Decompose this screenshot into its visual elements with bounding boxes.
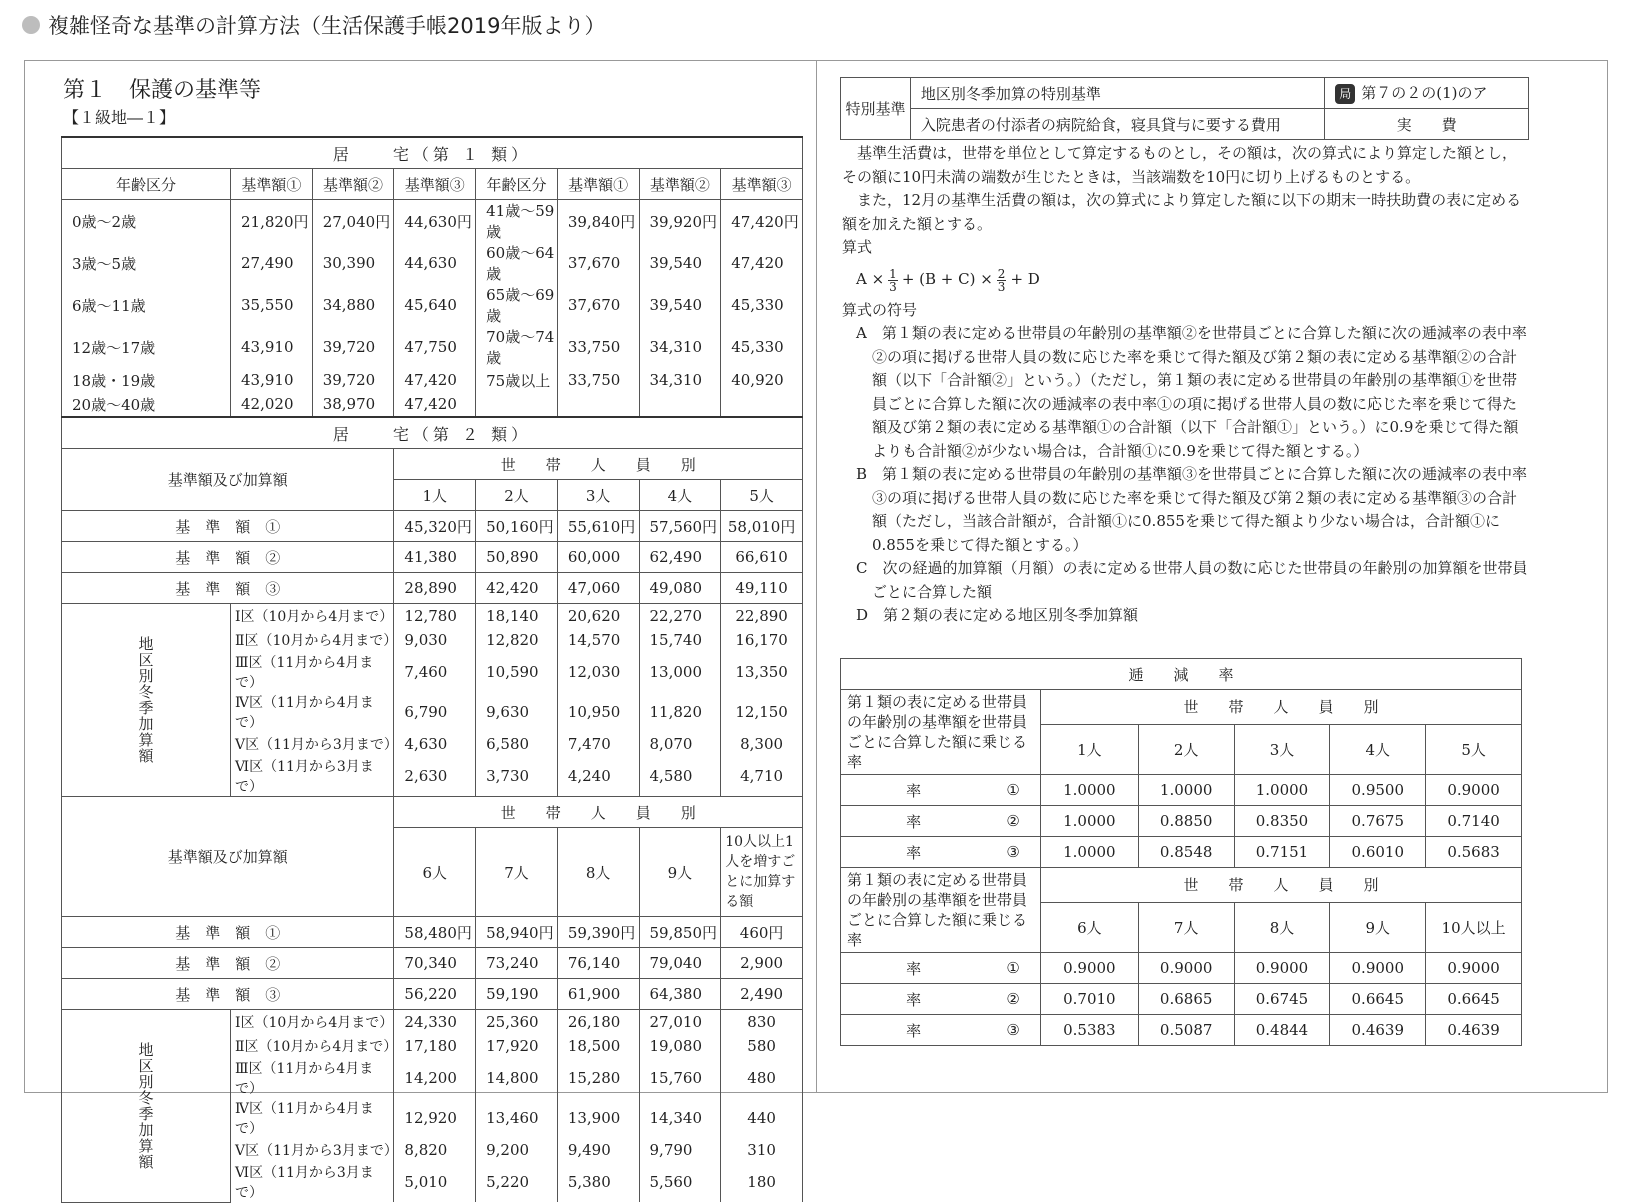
table-cell: 9,200 <box>476 1138 558 1162</box>
table-cell: 47,420円 <box>721 200 803 243</box>
table-row <box>841 1015 1522 1046</box>
rate-cell: 1.0000 <box>1138 775 1234 806</box>
rate-cell: 0.4844 <box>1234 1015 1330 1046</box>
rate-cell: 0.6010 <box>1330 837 1426 868</box>
table-cell: 14,570 <box>557 628 639 652</box>
table-row <box>841 690 1522 725</box>
table-cell: 39,840円 <box>557 200 639 243</box>
rate-cell: 0.9000 <box>1234 953 1330 984</box>
table-cell: 62,490 <box>639 542 721 573</box>
base-label: 基 準 額 ③ <box>62 573 394 604</box>
fraction-2-den: 3 <box>997 279 1006 294</box>
zone-label: Ⅳ区（11月から4月まで） <box>231 1098 394 1138</box>
table-cell: 27,010 <box>639 1010 721 1035</box>
person-header: 6人 <box>394 828 476 917</box>
table-row <box>841 953 1522 984</box>
table-cell: 14,800 <box>476 1058 558 1098</box>
table-cell: 13,000 <box>639 652 721 692</box>
fraction-1-num: 1 <box>889 266 897 281</box>
rate-cell: 0.6745 <box>1234 984 1330 1015</box>
table-cell: 12,820 <box>476 628 558 652</box>
table-cell: 5,380 <box>557 1162 639 1202</box>
table-cell: 20歳～40歳 <box>62 392 231 417</box>
base-label: 基 準 額 ① <box>62 917 394 948</box>
table-cell: 33,750 <box>557 326 639 368</box>
group-header: 世 帯 人 員 別 <box>394 449 803 480</box>
rate-cell: 0.9000 <box>1040 953 1138 984</box>
table-cell: 27,490 <box>231 242 313 284</box>
table-cell: 4,710 <box>721 756 803 797</box>
table-cell: 3,730 <box>476 756 558 797</box>
formula <box>856 268 1530 293</box>
table-cell: 11,820 <box>639 692 721 732</box>
rate-cell: 0.6645 <box>1330 984 1426 1015</box>
table-cell: 9,030 <box>394 628 476 652</box>
table-cell: 6,790 <box>394 692 476 732</box>
table-cell: 14,200 <box>394 1058 476 1098</box>
paragraph-2: また，12月の基準生活費の額は，次の算式により算定した額に以下の期末一時扶助費の表に定める額を加えた額とする。 <box>842 191 1522 233</box>
table-cell: 2,900 <box>721 948 803 979</box>
group-header: 世 帯 人 員 別 <box>394 797 803 828</box>
table-cell: 5,220 <box>476 1162 558 1202</box>
table-cell: 10,590 <box>476 652 558 692</box>
rate-cell: 0.6865 <box>1138 984 1234 1015</box>
table-cell: 6歳～11歳 <box>62 284 231 326</box>
person-header: 10人以上1人を増すごとに加算する額 <box>721 828 803 917</box>
table-cell: 59,190 <box>476 979 558 1010</box>
rate-cell: 0.5683 <box>1426 837 1522 868</box>
zone-label: Ⅱ区（10月から4月まで） <box>231 1034 394 1058</box>
table-cell: 22,270 <box>639 604 721 629</box>
table-cell: 37,670 <box>557 242 639 284</box>
table-cell: 79,040 <box>639 948 721 979</box>
table-row <box>841 659 1522 690</box>
table-cell: 40,920 <box>721 368 803 392</box>
table-cell: 49,110 <box>721 573 803 604</box>
formula-mid: + (B + C) × <box>901 270 993 289</box>
rate-cell: 0.8350 <box>1234 806 1330 837</box>
rate-cell: 0.5087 <box>1138 1015 1234 1046</box>
table-cell: 18,500 <box>557 1034 639 1058</box>
special-standard-label: 特別基準 <box>841 78 911 140</box>
winter-label: 地区別冬季加算額 <box>62 1010 231 1203</box>
table-cell: 12歳～17歳 <box>62 326 231 368</box>
bureau-badge-icon: 局 <box>1335 84 1355 104</box>
special-row1-ref <box>1325 78 1529 109</box>
table-row <box>841 837 1522 868</box>
table-row <box>841 984 1522 1015</box>
column-header: 基準額③ <box>394 169 476 200</box>
column-header: 基準額② <box>312 169 394 200</box>
rate-number: ② <box>986 984 1040 1015</box>
table-cell: 19,080 <box>639 1034 721 1058</box>
table-cell: 25,360 <box>476 1010 558 1035</box>
symbol-b: B 第１類の表に定める世帯員の年齢別の基準額③を世帯員ごとに合算した額に次の逓減率の表中率③の項に掲げる世帯人員の数に応じた率を乗じて得た額及び第２類の表に定める基準額③の合計額（ただし，当該合計額が，合計額①に0.855を乗じて得た額より少ない場合は，合計額①に0.855を乗じて得た額とする。） <box>856 465 1528 554</box>
table-cell: 8,070 <box>639 732 721 756</box>
table-cell: 73,240 <box>476 948 558 979</box>
table-cell: 17,180 <box>394 1034 476 1058</box>
table-cell: 59,390円 <box>557 917 639 948</box>
column-header: 基準額① <box>557 169 639 200</box>
rate-cell: 0.9000 <box>1330 953 1426 984</box>
base-label: 基 準 額 ② <box>62 542 394 573</box>
column-header: 基準額② <box>639 169 721 200</box>
special-row2: 入院患者の付添者の病院給食，寝具貸与に要する費用 <box>910 109 1324 140</box>
table-cell: 13,460 <box>476 1098 558 1138</box>
rate-label: 率 <box>841 806 987 837</box>
row1-ref-text: 第７の２の(1)のア <box>1361 84 1488 102</box>
rate-person-header: 8人 <box>1234 902 1330 952</box>
fraction-1-den: 3 <box>889 279 897 294</box>
table-cell: 60歳～64歳 <box>476 242 558 284</box>
person-header: 9人 <box>639 828 721 917</box>
table-cell: 24,330 <box>394 1010 476 1035</box>
symbol-a: A 第１類の表に定める世帯員の年齢別の基準額②を世帯員ごとに合算した額に次の逓減率の表中率②の項に掲げる世帯人員の数に応じた率を乗じて得た額及び第２類の表に定める基準額②の合計額（以下「合計額②」という。）（ただし，第１類の表に定める世帯員の年齢別の基準額①を世帯員ごとに合算した額に次の逓減率の表中率①の項に掲げる世帯人員の数に応じた率を乗じて得た額及び第２類の表に定める基準額①の合計額（以下「合計額①」という。）に0.9を乗じて得た額よりも合計額②が少ない場合は，合計額①に0.9を乗じて得た額とする。） <box>856 324 1527 460</box>
rate-cell: 0.5383 <box>1040 1015 1138 1046</box>
table-cell: 47,420 <box>394 392 476 417</box>
table-cell: 27,040円 <box>312 200 394 243</box>
zone-label: Ⅲ区（11月から4月まで） <box>231 1058 394 1098</box>
table-cell: 75歳以上 <box>476 368 558 392</box>
table-cell: 66,610 <box>721 542 803 573</box>
table-cell: 39,920円 <box>639 200 721 243</box>
table-cell: 58,010円 <box>721 511 803 542</box>
fraction-2-num: 2 <box>997 266 1006 281</box>
table-cell: 42,420 <box>476 573 558 604</box>
table-cell: 440 <box>721 1098 803 1138</box>
table-cell: 35,550 <box>231 284 313 326</box>
person-header: 4人 <box>639 480 721 511</box>
rate-cell: 0.8548 <box>1138 837 1234 868</box>
table-cell: 57,560円 <box>639 511 721 542</box>
table-cell: 43,910 <box>231 326 313 368</box>
rate-number: ③ <box>986 837 1040 868</box>
formula-a: A × <box>856 270 885 289</box>
zone-label: Ⅵ区（11月から3月まで） <box>231 756 394 797</box>
rate-cell: 1.0000 <box>1040 775 1138 806</box>
base-label: 基 準 額 ③ <box>62 979 394 1010</box>
special-row1: 地区別冬季加算の特別基準 <box>910 78 1324 109</box>
table-cell: 76,140 <box>557 948 639 979</box>
table-cell: 47,060 <box>557 573 639 604</box>
table-cell: 28,890 <box>394 573 476 604</box>
table-cell: 21,820円 <box>231 200 313 243</box>
person-header: 1人 <box>394 480 476 511</box>
table-cell: 830 <box>721 1010 803 1035</box>
rate-number: ③ <box>986 1015 1040 1046</box>
rate-cell: 1.0000 <box>1040 837 1138 868</box>
rate-cell: 0.9500 <box>1330 775 1426 806</box>
table-cell: 55,610円 <box>557 511 639 542</box>
table-cell: 12,920 <box>394 1098 476 1138</box>
table-cell: 3歳～5歳 <box>62 242 231 284</box>
symbol-c: C 次の経過的加算額（月額）の表に定める世帯人員の数に応じた世帯員の年齢別の加算額を世帯員ごとに合算した額 <box>856 559 1528 601</box>
rate-person-header: 2人 <box>1138 724 1234 774</box>
table-cell: 6,580 <box>476 732 558 756</box>
table-cell: 45,330 <box>721 284 803 326</box>
rate-row-label: 第１類の表に定める世帯員の年齢別の基準額を世帯員ごとに合算した額に乗じる率 <box>841 868 1041 953</box>
table-cell: 9,630 <box>476 692 558 732</box>
table-cell: 70歳～74歳 <box>476 326 558 368</box>
special-standard-table <box>840 77 1529 140</box>
rate-band: 逓 減 率 <box>841 659 1522 690</box>
table-cell: 45,330 <box>721 326 803 368</box>
rate-label: 率 <box>841 984 987 1015</box>
table-cell: 33,750 <box>557 368 639 392</box>
table-cell: 34,310 <box>639 326 721 368</box>
table-cell: 18歳・19歳 <box>62 368 231 392</box>
rate-number: ② <box>986 806 1040 837</box>
person-header: 2人 <box>476 480 558 511</box>
table-cell: 58,480円 <box>394 917 476 948</box>
zone-label: Ⅱ区（10月から4月まで） <box>231 628 394 652</box>
row-label-header: 基準額及び加算額 <box>62 449 394 511</box>
table-cell: 4,630 <box>394 732 476 756</box>
rate-number: ① <box>986 953 1040 984</box>
table-cell: 16,170 <box>721 628 803 652</box>
zone-label: Ⅳ区（11月から4月まで） <box>231 692 394 732</box>
rate-person-header: 4人 <box>1330 724 1426 774</box>
table-cell: 12,150 <box>721 692 803 732</box>
rate-person-header: 9人 <box>1330 902 1426 952</box>
table-row <box>841 868 1522 903</box>
column-header: 年齢区分 <box>476 169 558 200</box>
table-cell: 15,280 <box>557 1058 639 1098</box>
rate-cell: 1.0000 <box>1234 775 1330 806</box>
rate-cell: 0.4639 <box>1426 1015 1522 1046</box>
table-cell: 44,630円 <box>394 200 476 243</box>
zone-label: Ⅲ区（11月から4月まで） <box>231 652 394 692</box>
table-cell: 180 <box>721 1162 803 1202</box>
table-cell: 5,560 <box>639 1162 721 1202</box>
reduction-rate-table <box>840 658 1522 1046</box>
fraction-2 <box>997 268 1007 293</box>
person-header: 8人 <box>557 828 639 917</box>
table-cell: 12,030 <box>557 652 639 692</box>
table-cell: 0歳～2歳 <box>62 200 231 243</box>
table-cell: 59,850円 <box>639 917 721 948</box>
table-cell: 10,950 <box>557 692 639 732</box>
table-cell: 13,350 <box>721 652 803 692</box>
paragraph-1: 基準生活費は，世帯を単位として算定するものとし，その額は，次の算式により算定した額とし，その額に10円未満の端数が生じたときは，当該端数を10円に切り上げるものとする。 <box>842 144 1518 186</box>
table-row <box>841 806 1522 837</box>
table-cell: 39,720 <box>312 368 394 392</box>
rate-cell: 0.9000 <box>1426 775 1522 806</box>
table-cell: 13,900 <box>557 1098 639 1138</box>
table-cell: 60,000 <box>557 542 639 573</box>
calculation-text <box>842 142 1530 628</box>
rate-cell: 0.7140 <box>1426 806 1522 837</box>
table-cell: 39,540 <box>639 242 721 284</box>
rate-cell: 0.7010 <box>1040 984 1138 1015</box>
page-subtitle: 【１級地―１】 <box>63 108 176 127</box>
column-header: 基準額③ <box>721 169 803 200</box>
rate-label: 率 <box>841 1015 987 1046</box>
table-cell: 47,750 <box>394 326 476 368</box>
row-label-header: 基準額及び加算額 <box>62 797 394 917</box>
table-cell: 18,140 <box>476 604 558 629</box>
table-cell: 310 <box>721 1138 803 1162</box>
person-header: 5人 <box>721 480 803 511</box>
rate-group-header: 世 帯 人 員 別 <box>1040 690 1521 725</box>
person-header: 3人 <box>557 480 639 511</box>
table-cell: 580 <box>721 1034 803 1058</box>
zone-label: Ⅴ区（11月から3月まで） <box>231 1138 394 1162</box>
rate-person-header: 6人 <box>1040 902 1138 952</box>
table-cell: 5,010 <box>394 1162 476 1202</box>
table-cell: 42,020 <box>231 392 313 417</box>
table-cell: 47,420 <box>394 368 476 392</box>
table-cell: 15,760 <box>639 1058 721 1098</box>
rate-cell: 0.9000 <box>1426 953 1522 984</box>
table-cell: 26,180 <box>557 1010 639 1035</box>
table-cell: 39,540 <box>639 284 721 326</box>
rate-cell: 0.8850 <box>1138 806 1234 837</box>
table-cell: 49,080 <box>639 573 721 604</box>
rate-cell: 0.6645 <box>1426 984 1522 1015</box>
table-cell: 7,470 <box>557 732 639 756</box>
rate-person-header: 1人 <box>1040 724 1138 774</box>
table-cell: 8,300 <box>721 732 803 756</box>
rate-number: ① <box>986 775 1040 806</box>
table-cell: 7,460 <box>394 652 476 692</box>
column-header: 基準額① <box>231 169 313 200</box>
fraction-1 <box>888 268 898 293</box>
zone-label: Ⅰ区（10月から4月まで） <box>231 604 394 629</box>
bullet-icon <box>22 16 40 34</box>
table-row <box>841 775 1522 806</box>
zone-label: Ⅵ区（11月から3月まで） <box>231 1162 394 1202</box>
rate-label: 率 <box>841 837 987 868</box>
column-header: 年齢区分 <box>62 169 231 200</box>
formula-end: + D <box>1010 270 1040 289</box>
table-cell: 12,780 <box>394 604 476 629</box>
table-cell: 34,310 <box>639 368 721 392</box>
table2-band: 居 宅（第 ２ 類） <box>62 417 803 449</box>
table-cell: 37,670 <box>557 284 639 326</box>
table-cell: 9,790 <box>639 1138 721 1162</box>
zone-label: Ⅰ区（10月から4月まで） <box>231 1010 394 1035</box>
base-label: 基 準 額 ② <box>62 948 394 979</box>
table-cell: 56,220 <box>394 979 476 1010</box>
winter-label: 地区別冬季加算額 <box>62 604 231 797</box>
table-cell: 460円 <box>721 917 803 948</box>
table-cell: 44,630 <box>394 242 476 284</box>
symbol-d: D 第２類の表に定める地区別冬季加算額 <box>856 606 1139 624</box>
table-cell: 17,920 <box>476 1034 558 1058</box>
table-cell: 70,340 <box>394 948 476 979</box>
table-cell: 2,490 <box>721 979 803 1010</box>
table-cell: 65歳～69歳 <box>476 284 558 326</box>
table-cell: 58,940円 <box>476 917 558 948</box>
table-cell: 8,820 <box>394 1138 476 1162</box>
table-cell: 41歳～59歳 <box>476 200 558 243</box>
rate-cell: 0.9000 <box>1138 953 1234 984</box>
table-cell: 45,640 <box>394 284 476 326</box>
table-cell: 38,970 <box>312 392 394 417</box>
table-cell: 4,580 <box>639 756 721 797</box>
rate-group-header: 世 帯 人 員 別 <box>1040 868 1521 903</box>
page-caption <box>22 10 605 40</box>
table-cell: 50,890 <box>476 542 558 573</box>
rate-person-header: 7人 <box>1138 902 1234 952</box>
person-header: 7人 <box>476 828 558 917</box>
rate-person-header: 3人 <box>1234 724 1330 774</box>
caption-text: 複雑怪奇な基準の計算方法（生活保護手帳2019年版より） <box>48 14 606 38</box>
table-cell: 9,490 <box>557 1138 639 1162</box>
base-label: 基 準 額 ① <box>62 511 394 542</box>
special-row2-ref: 実 費 <box>1325 109 1529 140</box>
rate-cell: 0.7151 <box>1234 837 1330 868</box>
table-cell: 20,620 <box>557 604 639 629</box>
table-cell: 15,740 <box>639 628 721 652</box>
table-cell: 39,720 <box>312 326 394 368</box>
page-title: 第１ 保護の基準等 <box>63 78 262 103</box>
table-cell: 2,630 <box>394 756 476 797</box>
rate-person-header: 10人以上 <box>1426 902 1522 952</box>
table-cell: 14,340 <box>639 1098 721 1138</box>
table-cell: 34,880 <box>312 284 394 326</box>
formula-label: 算式 <box>842 238 873 256</box>
rate-row-label: 第１類の表に定める世帯員の年齢別の基準額を世帯員ごとに合算した額に乗じる率 <box>841 690 1041 775</box>
rate-label: 率 <box>841 775 987 806</box>
table-cell: 43,910 <box>231 368 313 392</box>
rate-cell: 0.4639 <box>1330 1015 1426 1046</box>
table1-band: 居 宅（第 １ 類） <box>62 137 803 169</box>
table-cell: 22,890 <box>721 604 803 629</box>
table-cell: 480 <box>721 1058 803 1098</box>
table-cell: 4,240 <box>557 756 639 797</box>
rate-label: 率 <box>841 953 987 984</box>
table-cell: 45,320円 <box>394 511 476 542</box>
table-cell: 47,420 <box>721 242 803 284</box>
rate-person-header: 5人 <box>1426 724 1522 774</box>
symbols-label: 算式の符号 <box>842 300 918 319</box>
rate-cell: 1.0000 <box>1040 806 1138 837</box>
zone-label: Ⅴ区（11月から3月まで） <box>231 732 394 756</box>
rate-cell: 0.7675 <box>1330 806 1426 837</box>
table-cell: 61,900 <box>557 979 639 1010</box>
table-cell: 64,380 <box>639 979 721 1010</box>
table-cell: 41,380 <box>394 542 476 573</box>
table-cell: 50,160円 <box>476 511 558 542</box>
table-cell: 30,390 <box>312 242 394 284</box>
